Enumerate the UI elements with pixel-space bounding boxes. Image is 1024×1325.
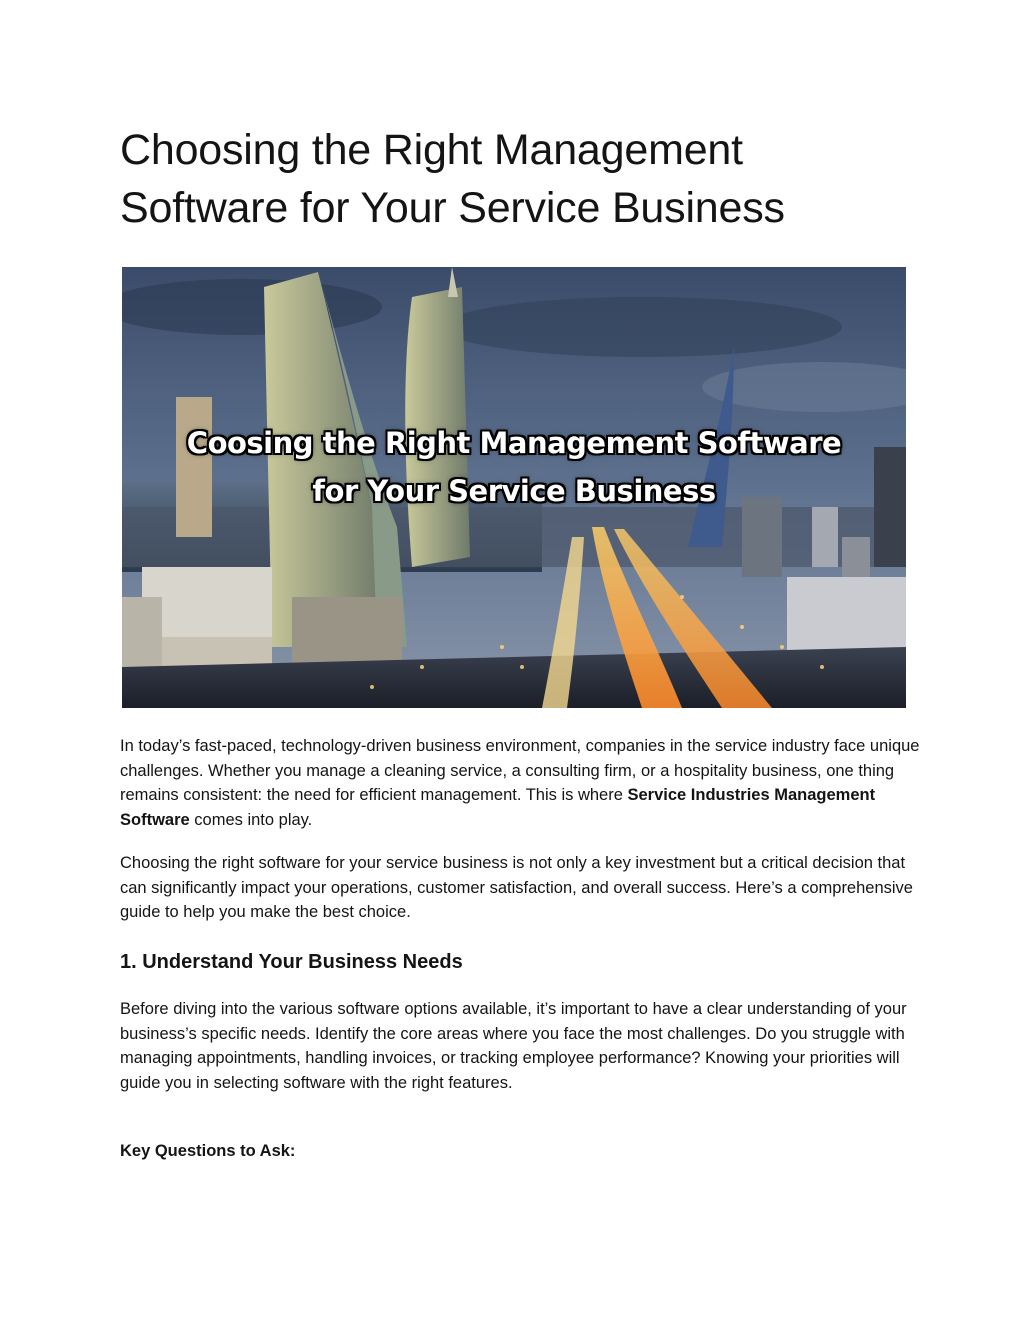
key-questions-heading: Key Questions to Ask: bbox=[120, 1142, 296, 1160]
section-1-heading: 1. Understand Your Business Needs bbox=[120, 951, 463, 973]
intro-text-start: In today’s fast-paced, technology-driven business environment, companies in the service industry face unique challenges. Whether you manage a cleaning service, a consulting firm, or a hospitality business, one thing remains consistent: the need for efficient management. This is where bbox=[120, 737, 920, 804]
second-paragraph: Choosing the right software for your service business is not only a key investment but a critical decision that can significantly impact your operations, customer satisfaction, and overall success. Here’s a comprehensive guide to help you make the best choice. bbox=[120, 854, 913, 921]
hero-caption bbox=[122, 419, 906, 515]
hero-caption-line-1: Coosing the Right Management Software bbox=[186, 426, 842, 460]
page-title: Choosing the Right Management Software for Your Service Business bbox=[120, 126, 785, 232]
intro-paragraph bbox=[120, 734, 920, 832]
hero-image bbox=[122, 267, 906, 708]
intro-bold-term: Service Industries Management Software bbox=[120, 786, 876, 829]
intro-text-end: comes into play. bbox=[189, 810, 313, 829]
hero-caption-line-2: for Your Service Business bbox=[312, 474, 716, 508]
section-1-paragraph: Before diving into the various software options available, it’s important to have a clear understanding of your business’s specific needs. Identify the core areas where you face the most challenges. Do you struggle with managing appointments, handling invoices, or tracking employee performance? Knowing your priorities will guide you in selecting software with the right features. bbox=[120, 1000, 907, 1092]
